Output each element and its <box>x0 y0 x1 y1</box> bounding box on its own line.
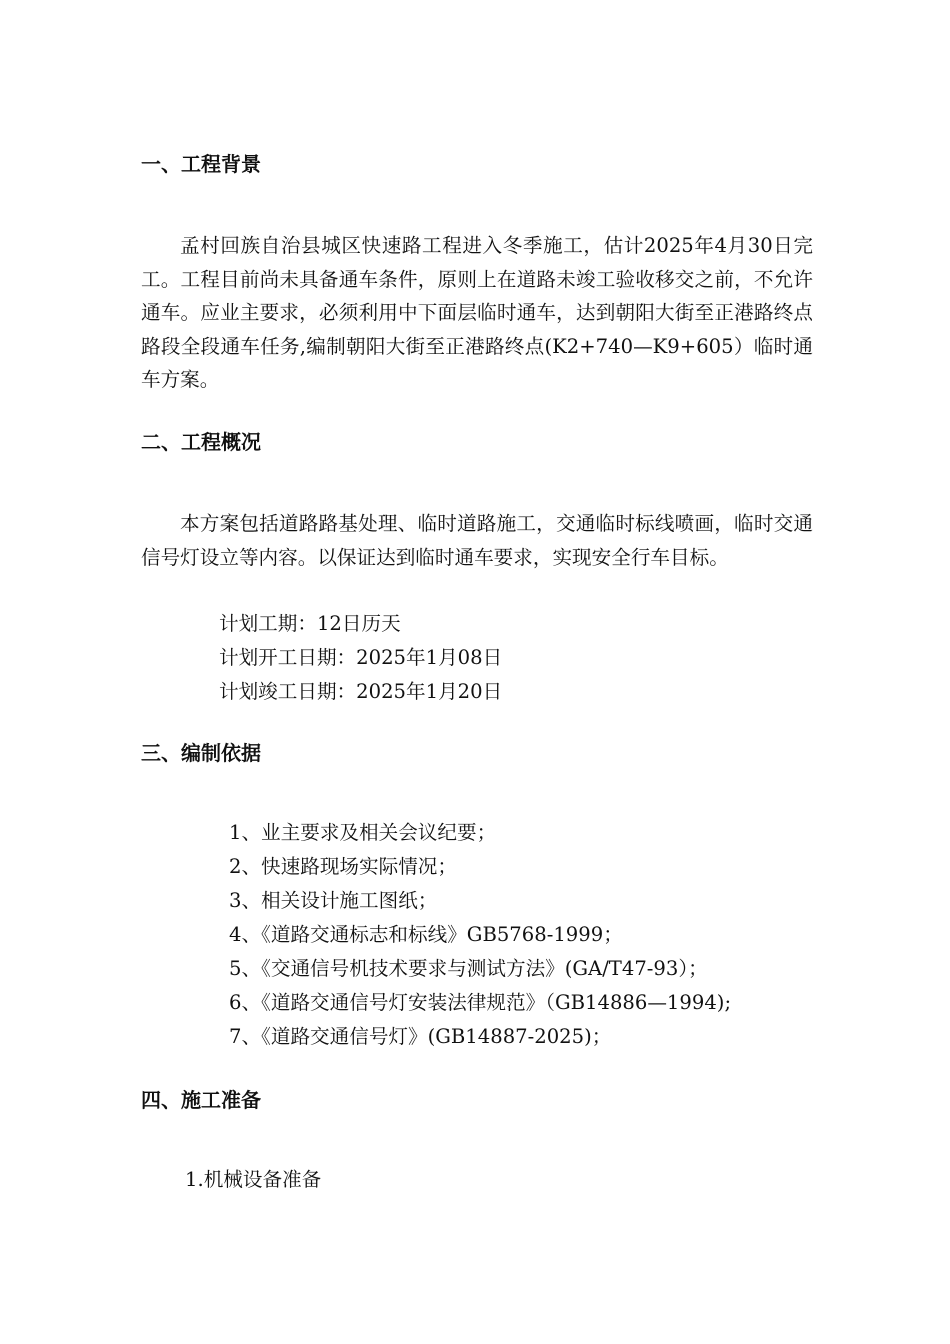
basis-item: 1、业主要求及相关会议纪要； <box>229 821 497 844</box>
basis-item: 4、《道路交通标志和标线》GB5768-1999； <box>229 923 623 946</box>
schedule-start-date: 计划开工日期：2025年1月08日 <box>219 646 503 669</box>
basis-item: 2、快速路现场实际情况； <box>229 855 457 878</box>
basis-item: 3、相关设计施工图纸； <box>229 889 438 912</box>
section-heading-basis: 三、编制依据 <box>141 741 261 765</box>
basis-item: 5、《交通信号机技术要求与测试方法》(GA/T47-93）； <box>229 957 708 980</box>
background-paragraph: 孟村回族自治县城区快速路工程进入冬季施工，估计2025年4月30日完工。工程目前尚未具备通车条件，原则上在道路未竣工验收移交之前，不允许通车。应业主要求，必须利用中下面层临时通车，达到朝阳大街至正港路终点路段全段通车任务,编制朝阳大街至正港路终点(K2+740—K9+605）临时通车方案。 <box>141 234 813 392</box>
overview-paragraph: 本方案包括道路路基处理、临时道路施工，交通临时标线喷画，临时交通信号灯设立等内容。以保证达到临时通车要求，实现安全行车目标。 <box>141 512 813 569</box>
schedule-duration: 计划工期：12日历天 <box>219 612 401 635</box>
schedule-end-date: 计划竣工日期：2025年1月20日 <box>219 680 503 703</box>
section-heading-overview: 二、工程概况 <box>141 430 261 454</box>
basis-item: 6、《道路交通信号灯安装法律规范》（GB14886—1994); <box>229 991 732 1014</box>
section-heading-background: 一、工程背景 <box>141 152 261 176</box>
section-heading-preparation: 四、施工准备 <box>141 1088 261 1112</box>
preparation-item-machinery: 1.机械设备准备 <box>185 1168 322 1191</box>
basis-item: 7、《道路交通信号灯》(GB14887-2025)； <box>229 1025 612 1048</box>
